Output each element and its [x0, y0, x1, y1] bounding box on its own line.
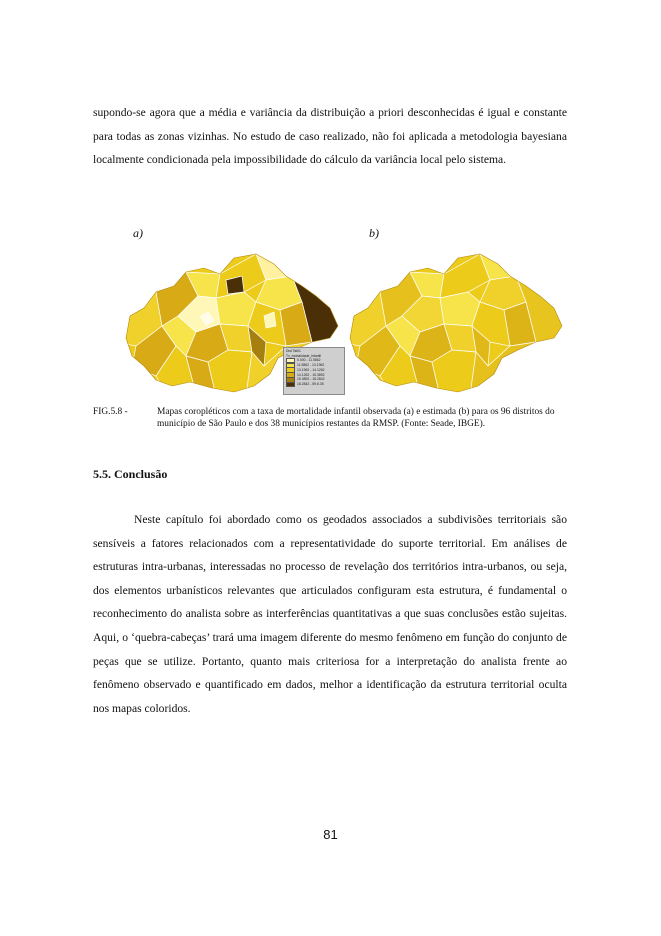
legend-item: 14.1262 - 15.3892: [286, 373, 342, 378]
caption-text: Mapas coropléticos com a taxa de mortalidade infantil observada (a) e estimada (b) para os 96 distritos do município de São Paulo e dos 38 municípios restantes da RMSP. (Fonte: Seade, IBGE).: [157, 407, 555, 429]
figure-label-a: a): [133, 226, 143, 240]
legend-item: 15.3892 - 18.2842: [286, 377, 342, 382]
map-legend: [283, 347, 345, 395]
legend-item: 18.2842 - 59.6.35: [286, 382, 342, 387]
choropleth-map-estimated: [340, 246, 570, 396]
figure-label-b: b): [369, 226, 379, 240]
page-number: 81: [323, 827, 338, 842]
legend-header: Dist Tabl1: [286, 349, 301, 353]
intro-paragraph: supondo-se agora que a média e variância da distribuição a priori desconhecidas é igual e constante para todas as zonas vizinhas. No estudo de caso realizado, não foi aplicada a metodologia bayesiana localmente condicionada pela impossibilidade do cálculo da variância local pelo sistema.: [93, 106, 567, 167]
legend-item: 0.000 - 11.5862: [286, 358, 342, 363]
figure-caption: [93, 406, 573, 430]
conclusion-paragraph: Neste capítulo foi abordado como os geodados associados a subdivisões territoriais são sensíveis a fatores relacionados com a representatividade do suporte territorial. Em análises de estruturas intra-urbanas, interessadas no processo de revelação dos territórios intra-urbanos, ou seja, dos elementos urbanísticos relevantes que articulados configuram esta estrutura, é fundamental o reconhecimento do analista sobre as interferências quantitativas a que suas conclusões estão sujeitas. Aqui, o ‘quebra-cabeças’ trará uma imagem diferente do mesmo fenômeno em função do conjunto de peças que se utilize. Portanto, quanto mais criteriosa for a interpretação do analista frente ao fenômeno observado e quantificado em dados, melhor a identificação da estrutura territorial oculta nos mapas coloridos.: [93, 513, 567, 715]
legend-item: 13.1962 - 14.1262: [286, 368, 342, 373]
section-heading: 5.5. Conclusão: [93, 467, 168, 481]
legend-item: 11.5862 - 13.1962: [286, 363, 342, 368]
legend-field: Tx_mortalidade_infantil: [286, 353, 322, 358]
caption-id: FIG.5.8 -: [93, 407, 128, 417]
